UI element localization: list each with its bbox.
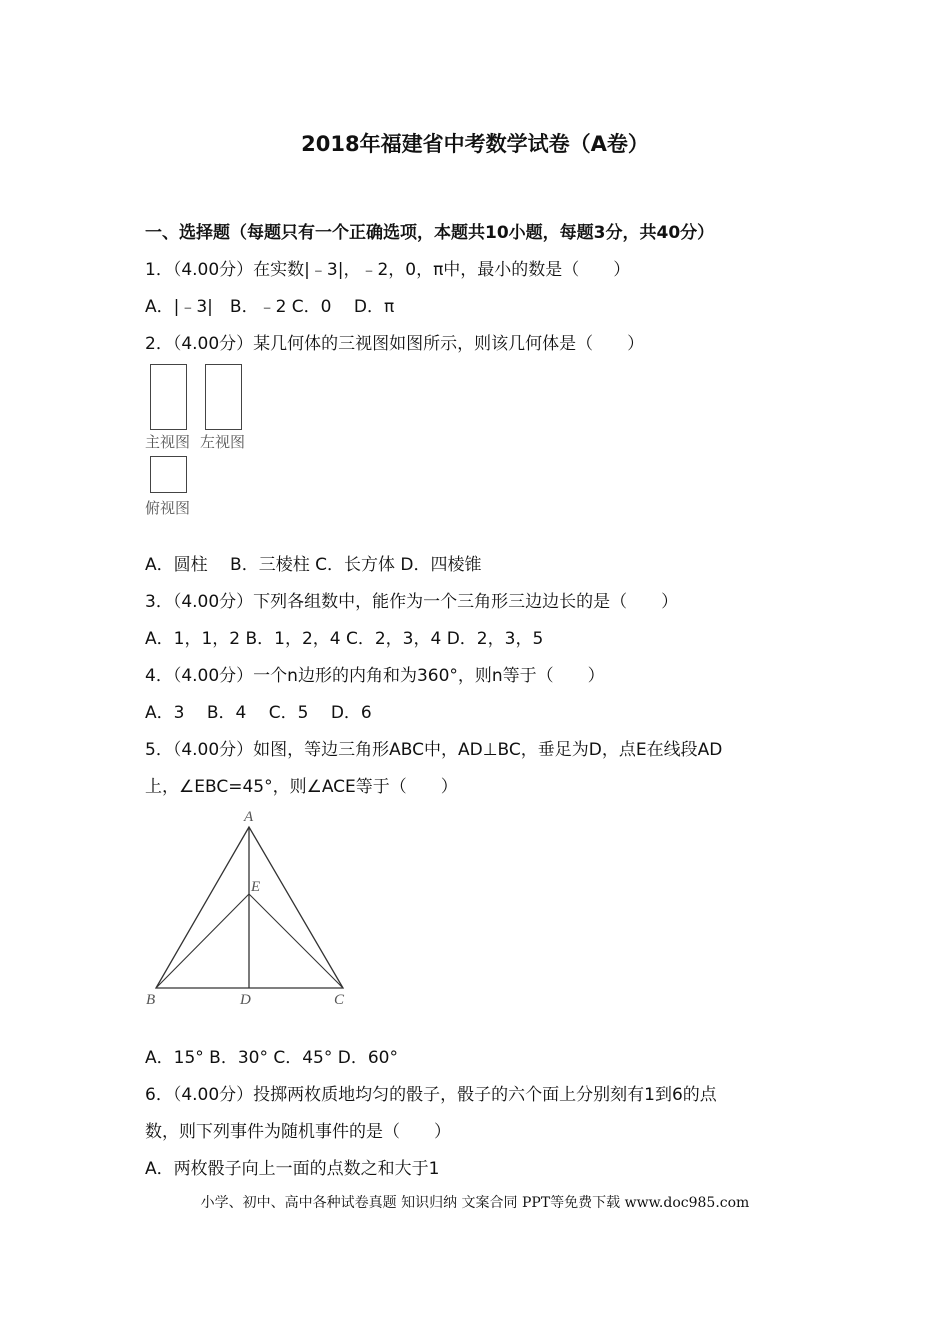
- q5-stem-line1: 5．（4.00分）如图，等边三角形ABC中，AD⊥BC，垂足为D，点E在线段AD: [145, 740, 723, 760]
- label-c: C: [334, 992, 345, 1008]
- q6-option-a: A．两枚骰子向上一面的点数之和大于1: [145, 1159, 440, 1179]
- front-view-label: 主视图: [145, 433, 191, 451]
- q3-stem: 3．（4.00分）下列各组数中，能作为一个三角形三边边长的是（ ）: [145, 592, 679, 612]
- section-heading: 一、选择题（每题只有一个正确选项，本题共10小题，每题3分，共40分）: [145, 223, 715, 243]
- q2-options: A．圆柱 B．三棱柱 C．长方体 D．四棱锥: [145, 555, 482, 575]
- q6-stem-line2: 数，则下列事件为随机事件的是（ ）: [145, 1122, 451, 1142]
- left-view-label: 左视图: [200, 433, 246, 451]
- top-view-label: 俯视图: [145, 499, 191, 517]
- three-views-figure: [145, 360, 255, 520]
- label-e: E: [251, 879, 261, 895]
- front-view-rect: [150, 364, 187, 430]
- q2-stem: 2．（4.00分）某几何体的三视图如图所示，则该几何体是（ ）: [145, 334, 645, 354]
- q1-stem: 1．（4.00分）在实数|﹣3|，﹣2，0，π中，最小的数是（ ）: [145, 260, 631, 280]
- q4-options: A．3 B．4 C．5 D．6: [145, 703, 372, 723]
- label-d: D: [240, 992, 251, 1008]
- top-view-rect: [150, 456, 187, 493]
- footer-text: 小学、初中、高中各种试卷真题 知识归纳 文案合同 PPT等免费下载 www.doc985.com: [200, 1195, 750, 1211]
- label-a: A: [244, 809, 254, 825]
- label-b: B: [146, 992, 156, 1008]
- left-view-rect: [205, 364, 242, 430]
- page-title: 2018年福建省中考数学试卷（A卷）: [301, 132, 649, 156]
- triangle-figure: [140, 805, 360, 1010]
- q5-options: A．15° B．30° C．45° D．60°: [145, 1048, 398, 1068]
- q6-stem-line1: 6．（4.00分）投掷两枚质地均匀的骰子，骰子的六个面上分别刻有1到6的点: [145, 1085, 717, 1105]
- q3-options: A．1，1，2 B．1，2，4 C．2，3，4 D．2，3，5: [145, 629, 544, 649]
- q4-stem: 4．（4.00分）一个n边形的内角和为360°，则n等于（ ）: [145, 666, 605, 686]
- q5-stem-line2: 上，∠EBC=45°，则∠ACE等于（ ）: [145, 777, 458, 797]
- q1-options: A．|﹣3| B．﹣2 C．0 D．π: [145, 297, 395, 317]
